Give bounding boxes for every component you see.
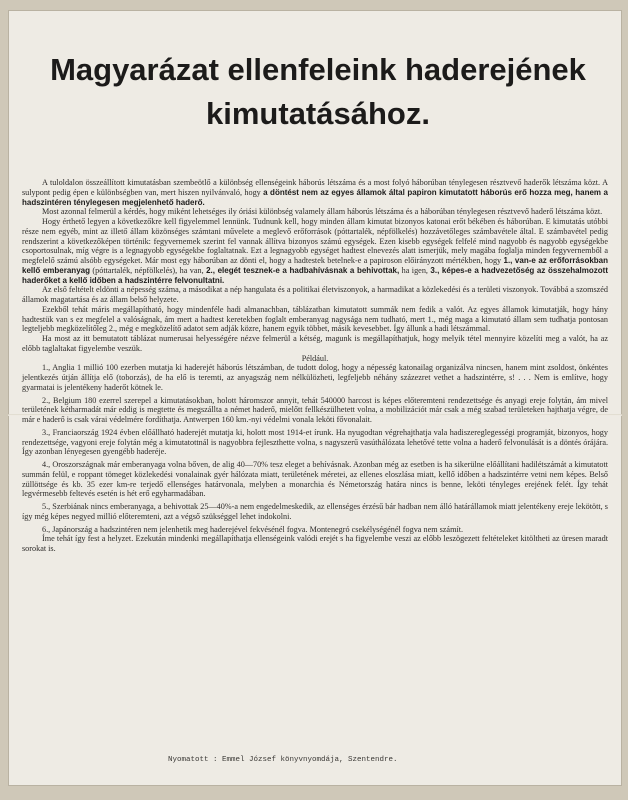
- paragraph-explanation: [22, 217, 608, 285]
- example-france: 3., Franciaország 1924 évben előállható haderejét mutatja ki, holott most 1914-et írunk. Ha nyugodtan végrehajthatja vala hadiszereglegességi programját, bizonyos, hogy rendezettsége, vagyoni ereje folytán még a kimutatottnál is nagyobbra fejleszthette volna, s nagyszerű vasúthálózata lehetővé tette volna a haderő felvonulását is a döntés órájára. Így azonban lényegesen gyengébb haderéje.: [22, 427, 608, 457]
- paragraph-text: ha igen,: [399, 265, 431, 275]
- paragraph-almanac: Ezekből tehát máris megállapítható, hogy mindenféle hadi almanachban, táblázatban kimutatott summák nem fedik a valót. Az egyes államok kimutatják, hogy hány hadtestük van s ez megfelel a valóságnak, ám mert a hadtest keretekben foglalt emberanyag nagysága nem tudható, mert 1., még maga a kimutató állam sem tudhatja pontosan legteljebb megközelítőleg 2., még e megközelítő adatot sem adják közre, hanem egyik többet, másik kevesebbet. Így állunk a hadi létszámmal.: [22, 304, 608, 334]
- paragraph-conditions: Az első feltételt eldönti a népesség száma, a másodikat a nép hangulata és a politikai életviszonyok, a harmadikat a közlekedési és a területi viszonyok. Továbbá a szomszéd államok magatartása és az állam belső helyzete.: [22, 285, 608, 304]
- paragraph-text: A tuloldalon összeállított kimutatásban szembeötlő a különbség ellenségeink háborús létszáma és a most folyó háborúban ténylegesen résztvevő haderők létszáma közt. A sulypont pedig épen e különbségben van, mert hiszen nyilvánvaló, hogy: [22, 178, 608, 197]
- bold-condition-3: 3., képes-e a hadvezetőség az összehalmozott haderőket a kellő időben a hadszintérre felvonultatni.: [22, 265, 608, 285]
- bold-statement: a döntést nem az egyes államok által papiron kimutatott háborús erő hozza meg, hanem a hadszintéren ténylegesen megjelenhető haderő.: [22, 187, 608, 207]
- bold-condition-1: 1., van-e az erőforrásokban kellő emberanyag: [22, 256, 609, 275]
- example-russia: 4., Oroszországnak már emberanyaga volna bőven, de alig 40—70% tesz eleget a behívásnak. Azonban még az esetben is ha sikerülne előállítani hadilétszámát a kimutatott summán felül, e roppant tömeget közlekedési vonalainak gyér hálózata miatt, területének méretei, az ellenes eloszlása miatt, kellő időben a hadszintérre vetni nem képes. Belső züllöttsége és kb. 35 ezer km-re terjedő ellenséges határvonala, melyben a monarchia és Németország határa nincs is benne, leköti tényleges erejének felét. Így tehát legvérmesebb feltevés esetén is hét erő egyharmadában.: [22, 460, 608, 499]
- printer-imprint: Nyomatott : Emmel József könyvnyomdája, Szentendre.: [168, 756, 398, 764]
- paragraph-question: Most azonnal felmerül a kérdés, hogy miként lehetséges ily óriási különbség valamely állam háborús létszáma és a háborúban ténylegesen résztvevő haderő létszáma közt.: [42, 207, 603, 217]
- examples-heading: Például.: [301, 353, 329, 363]
- bold-condition-2: 2., elegét tesznek-e a hadbahívásnak a behivottak,: [206, 265, 400, 275]
- paragraph-intro: [22, 178, 608, 207]
- paragraph-conclusion: Íme tehát így fest a helyzet. Ezekután mindenki megállapíthatja ellenségeink valódi erejét s ha figyelembe veszi az előbb leszögezett feltételeket kitöltheti az üresen maradt sorokat is.: [22, 534, 608, 553]
- page-title: Magyarázat ellenfeleink haderejének kimutatásához.: [50, 52, 586, 131]
- example-serbia: 5., Szerbiának nincs emberanyaga, a behivottak 25—40%-a nem engedelmeskedik, az ellenséges érzésű bár hadban nem álló határállamok miatt jelentékeny ereje lekötött, s így még képes negyed millió előteremteni, azt a végső szükséggel lehet indokolni.: [22, 502, 608, 521]
- paragraph-text: (póttartalék, népfölkelés), ha van,: [89, 265, 207, 275]
- example-japan: 6., Japánország a hadszintéren nem jelenhetik meg haderejével fekvésénél fogva. Montenegró csekélységénél fogva nem számít.: [42, 524, 464, 534]
- paragraph-text: Hogy érthető legyen a következőkre kell figyelemmel lennünk. Tudnunk kell, hogy minden állam kimutat bizonyos katonai erőt békében és háborúban. E kimutatás utóbbi része nem egyéb, mint az illető állam közönséges számtani művelete a meglevő erőforrások (póttartalék, népfölkelés) hozzávetőleges számbavétele által. E számbavétel pedig rendszerint a következőképen történik: fegyvernemek szerint fel vannak állítva bizonyos számú egységek. Ezen kisebb egységek felfelé mind nagyobb és nagyobb egységekbe csoportosulnak, míg végre is a legnagyobb egységekbe foglaltatnak. Ezt a legnagyobb egységet hadtest elnevezés alatt ismerjük, mely magába foglalja minden fegyvernemből a megfelelő számú alsóbb egységeket. Már most egy háborúban az dönti el, hogy a hadtestek betelnek-e a papiroson előirányzott mértékben, hogy: [22, 217, 608, 265]
- example-england: 1., Anglia 1 millió 100 ezerben mutatja ki haderejét háborús létszámban, de tudott dolog, hogy a népesség katonailag organizálva nincsen, hanem mint zsoldost, önkéntes jelentkezés útján állítja elő (toborzás), de ha elő is teremti, az anyagszág nem nélkülözheti, legfeljebb néhány százezret vethet a hadszintérre, s! . . . Nem is említve, hogy gyarmatai is jelentékeny haderőt kötnek le.: [22, 363, 608, 392]
- document-page: [8, 10, 622, 786]
- document-body: [22, 178, 608, 554]
- paragraph-doubt: Ha most az itt bemutatott táblázat numerusai helyességére nézve felmerül a kétség, magunk is megállapíthatjuk, hogy melyik tétel mennyire közelíti meg a valót, ha az előbb taglaltakat figyelembe veszük.: [22, 334, 608, 353]
- example-belgium: 2., Belgium 180 ezerrel szerepel a kimutatásokban, holott háromszor annyit, tehát 540000 harcost is képes előteremteni rendezettsége és anyagi ereje folytán, ám mivel területének kétharmadát már eddig is megtette és megszállta a német haderő, mielőtt fellkészülhetett volna, a mobilizációt már csak a még szabad területeken hajthatja végre, de már e haderő is csak várai védelmére fordíthatja. Antwerpen 160 km.-nyi védelmi vonala leköti fővonalait.: [22, 395, 608, 424]
